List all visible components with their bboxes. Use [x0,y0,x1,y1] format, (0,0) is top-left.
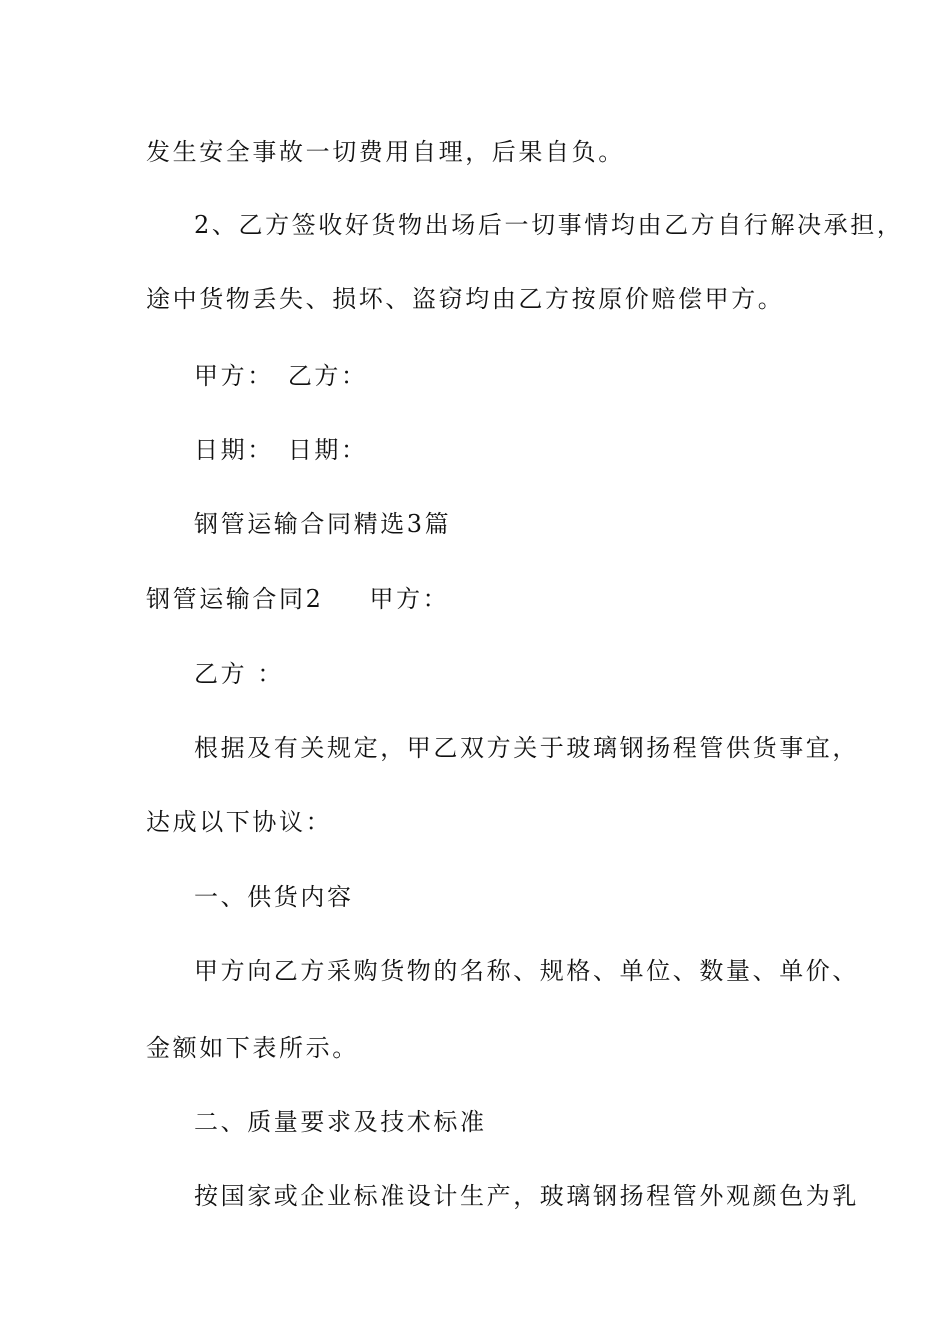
date-a-label: 日期： [194,436,274,464]
paragraph-line: 途中货物丢失、损坏、盗窃均由乙方按原价赔偿甲方。 [146,285,785,313]
paragraph-line: 发生安全事故一切费用自理，后果自负。 [146,138,625,166]
paragraph-line: 甲方向乙方采购货物的名称、规格、单位、数量、单价、 [194,957,859,985]
party-b-line: 乙方 ： [194,660,285,688]
date-b-label: 日期： [287,436,368,464]
section-heading: 一、供货内容 [194,883,354,911]
party-a-label: 甲方： [194,362,274,390]
paragraph-line: 按国家或企业标准设计生产，玻璃钢扬程管外观颜色为乳 [194,1182,859,1210]
signature-party-line [194,361,368,391]
signature-date-line [194,435,368,465]
party-b-label: 乙方： [287,362,368,390]
section-title: 钢管运输合同精选3篇 [194,510,452,538]
paragraph-line: 2、乙方签收好货物出场后一切事情均由乙方自行解决承担， [194,211,904,239]
section-heading: 二、质量要求及技术标准 [194,1108,487,1136]
party-a-label: 甲方： [369,585,450,613]
paragraph-line: 达成以下协议： [146,808,333,836]
contract-title: 钢管运输合同2 [146,585,324,613]
contract-heading-line [146,584,449,614]
paragraph-line: 根据及有关规定，甲乙双方关于玻璃钢扬程管供货事宜， [194,734,859,762]
paragraph-line: 金额如下表所示。 [146,1034,359,1062]
